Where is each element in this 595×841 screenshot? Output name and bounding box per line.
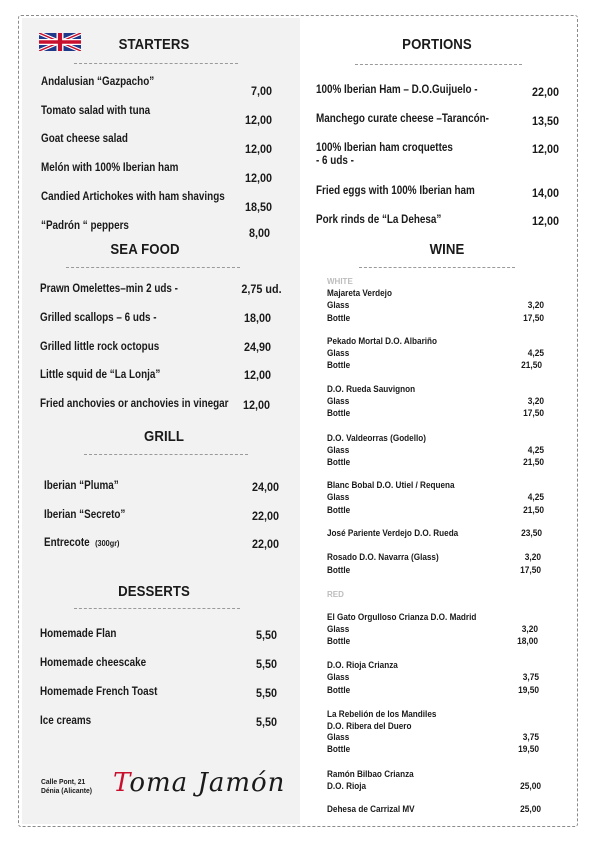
wine-name: Blanc Bobal D.O. Utiel / Requena — [327, 480, 455, 491]
menu-item-price: 24,90 — [243, 340, 271, 354]
menu-item-price: 12,00 — [244, 142, 272, 156]
wine-glass-label: Glass — [327, 396, 350, 407]
menu-item-price: 12,00 — [242, 398, 270, 412]
wine-glass-label: Glass — [327, 300, 350, 311]
menu-item-name: Grilled little rock octopus — [40, 341, 160, 353]
desserts-heading: DESSERTS — [118, 583, 190, 600]
wine-bottle-price: 19,50 — [518, 744, 539, 755]
wine-glass-price: 3,20 — [527, 396, 544, 407]
menu-item-price: 22,00 — [251, 537, 279, 551]
menu-item-price: 12,00 — [243, 368, 271, 382]
menu-item-price: 12,00 — [531, 142, 559, 156]
wine-bottle-price: 21,50 — [523, 457, 544, 468]
menu-item-price: 22,00 — [531, 85, 559, 99]
wine-name: Ramón Bilbao Crianza — [327, 769, 414, 780]
wine-glass-price: 4,25 — [527, 348, 544, 359]
wine-glass-price: 3,20 — [521, 624, 538, 635]
restaurant-logo — [113, 768, 285, 798]
wine-bottle-label: Bottle — [327, 636, 351, 647]
divider — [74, 608, 240, 609]
menu-item-price: 8,00 — [248, 226, 270, 240]
portions-heading: PORTIONS — [402, 36, 472, 53]
wine-name: José Pariente Verdejo D.O. Rueda — [327, 528, 459, 539]
menu-item-name: Homemade French Toast — [40, 686, 158, 698]
menu-item-name: 100% Iberian ham croquettes — [316, 142, 453, 154]
menu-item-price: 12,00 — [244, 171, 272, 185]
menu-item-price: 12,00 — [531, 214, 559, 228]
wine-glass-label: Glass — [327, 445, 350, 456]
wine-bottle-price: 17,50 — [523, 408, 544, 419]
wine-name: D.O. Valdeorras (Godello) — [327, 433, 426, 444]
divider — [355, 64, 522, 65]
wine-price: 25,00 — [520, 804, 541, 815]
address-line: Dénia (Alicante) — [41, 786, 93, 795]
wine-name: El Gato Orgulloso Crianza D.O. Madrid — [327, 612, 477, 623]
logo-text: oma Jamón — [129, 768, 286, 798]
menu-item-price: 5,50 — [255, 686, 277, 700]
wine-name: Dehesa de Carrizal MV — [327, 804, 415, 815]
wine-glass-price: 4,25 — [527, 445, 544, 456]
menu-item-name: “Padrón “ peppers — [41, 220, 129, 232]
menu-item-price: 7,00 — [250, 84, 272, 98]
divider — [74, 63, 238, 64]
menu-item-name: Prawn Omelettes–min 2 uds - — [40, 283, 178, 295]
wine-glass-label: Glass — [327, 732, 350, 743]
menu-item-name — [44, 537, 119, 549]
wine-bottle-price: 17,50 — [523, 313, 544, 324]
menu-item-label: Entrecote — [44, 537, 90, 549]
wine-glass-price: 4,25 — [527, 492, 544, 503]
menu-item-subtitle: - 6 uds - — [316, 155, 354, 167]
wine-glass-label: Glass — [327, 348, 350, 359]
wine-glass-price: 3,75 — [522, 732, 539, 743]
wine-bottle-price: 21,50 — [523, 505, 544, 516]
menu-item-name: Iberian “Secreto” — [44, 509, 126, 521]
menu-item-price: 13,50 — [531, 114, 559, 128]
menu-item-name: Fried eggs with 100% Iberian ham — [316, 185, 475, 197]
menu-item-name: Iberian “Pluma” — [44, 480, 119, 492]
wine-bottle-label: Bottle — [327, 505, 351, 516]
wine-glass-price: 3,20 — [524, 552, 541, 563]
divider — [84, 454, 248, 455]
wine-name: La Rebelión de los Mandiles — [327, 709, 437, 720]
menu-item-price: 22,00 — [251, 509, 279, 523]
wine-name: Pekado Mortal D.O. Albariño — [327, 336, 438, 347]
menu-item-note: (300gr) — [95, 538, 120, 548]
menu-item-price: 18,00 — [243, 311, 271, 325]
wine-bottle-price: 17,50 — [520, 565, 541, 576]
wine-name: D.O. Rioja Crianza — [327, 660, 398, 671]
menu-item-name: Fried anchovies or anchovies in vinegar — [40, 398, 229, 410]
wine-category-red: RED — [327, 590, 344, 599]
menu-item-name: Manchego curate cheese –Tarancón- — [316, 113, 489, 125]
wine-subtitle: D.O. Rioja — [327, 781, 367, 792]
wine-glass-price: 3,20 — [527, 300, 544, 311]
menu-item-price: 5,50 — [255, 628, 277, 642]
wine-glass-label: Glass — [327, 624, 350, 635]
menu-item-name: Melón with 100% Iberian ham — [41, 162, 179, 174]
wine-heading: WINE — [429, 241, 465, 258]
wine-bottle-label: Bottle — [327, 408, 351, 419]
menu-item-name: Little squid de “La Lonja” — [40, 369, 161, 381]
menu-item-name: Tomato salad with tuna — [41, 105, 151, 117]
address-line: Calle Pont, 21 — [41, 777, 86, 786]
wine-bottle-label: Bottle — [327, 313, 351, 324]
starters-heading: STARTERS — [118, 36, 190, 53]
menu-item-name: Grilled scallops – 6 uds - — [40, 312, 157, 324]
wine-bottle-label: Bottle — [327, 360, 351, 371]
wine-subtitle: D.O. Ribera del Duero — [327, 721, 412, 732]
wine-name: D.O. Rueda Sauvignon — [327, 384, 416, 395]
wine-bottle-label: Bottle — [327, 565, 351, 576]
menu-item-price: 12,00 — [244, 113, 272, 127]
wine-name: Rosado D.O. Navarra (Glass) — [327, 552, 439, 563]
wine-price: 25,00 — [520, 781, 541, 792]
seafood-heading: SEA FOOD — [110, 241, 180, 258]
wine-bottle-label: Bottle — [327, 744, 351, 755]
wine-glass-label: Glass — [327, 672, 350, 683]
wine-glass-label: Glass — [327, 492, 350, 503]
wine-bottle-price: 19,50 — [518, 685, 539, 696]
menu-item-name: Homemade cheescake — [40, 657, 147, 669]
grill-heading: GRILL — [143, 428, 185, 445]
wine-price: 23,50 — [521, 528, 542, 539]
logo-letter-t: T — [113, 768, 130, 798]
menu-item-price: 14,00 — [531, 186, 559, 200]
menu-item-price: 5,50 — [255, 657, 277, 671]
wine-bottle-price: 18,00 — [517, 636, 538, 647]
wine-category-white: WHITE — [327, 277, 353, 286]
address — [41, 777, 92, 795]
wine-glass-price: 3,75 — [522, 672, 539, 683]
uk-flag-icon[interactable] — [39, 33, 81, 51]
menu-item-name: Ice creams — [40, 715, 92, 727]
menu-item-name: Andalusian “Gazpacho” — [41, 76, 155, 88]
divider — [359, 267, 515, 268]
wine-bottle-label: Bottle — [327, 685, 351, 696]
wine-name: Majareta Verdejo — [327, 288, 392, 299]
menu-item-price: 18,50 — [244, 200, 272, 214]
menu-item-name: Homemade Flan — [40, 628, 117, 640]
menu-item-name: 100% Iberian Ham – D.O.Guijuelo - — [316, 84, 478, 96]
menu-item-price: 24,00 — [251, 480, 279, 494]
wine-bottle-label: Bottle — [327, 457, 351, 468]
menu-item-price: 5,50 — [255, 715, 277, 729]
menu-item-name: Pork rinds de “La Dehesa” — [316, 214, 442, 226]
menu-item-name: Goat cheese salad — [41, 133, 128, 145]
divider — [66, 267, 240, 268]
menu-item-name: Candied Artichokes with ham shavings — [41, 191, 225, 203]
wine-bottle-price: 21,50 — [521, 360, 542, 371]
menu-item-price: 2,75 ud. — [241, 282, 282, 296]
